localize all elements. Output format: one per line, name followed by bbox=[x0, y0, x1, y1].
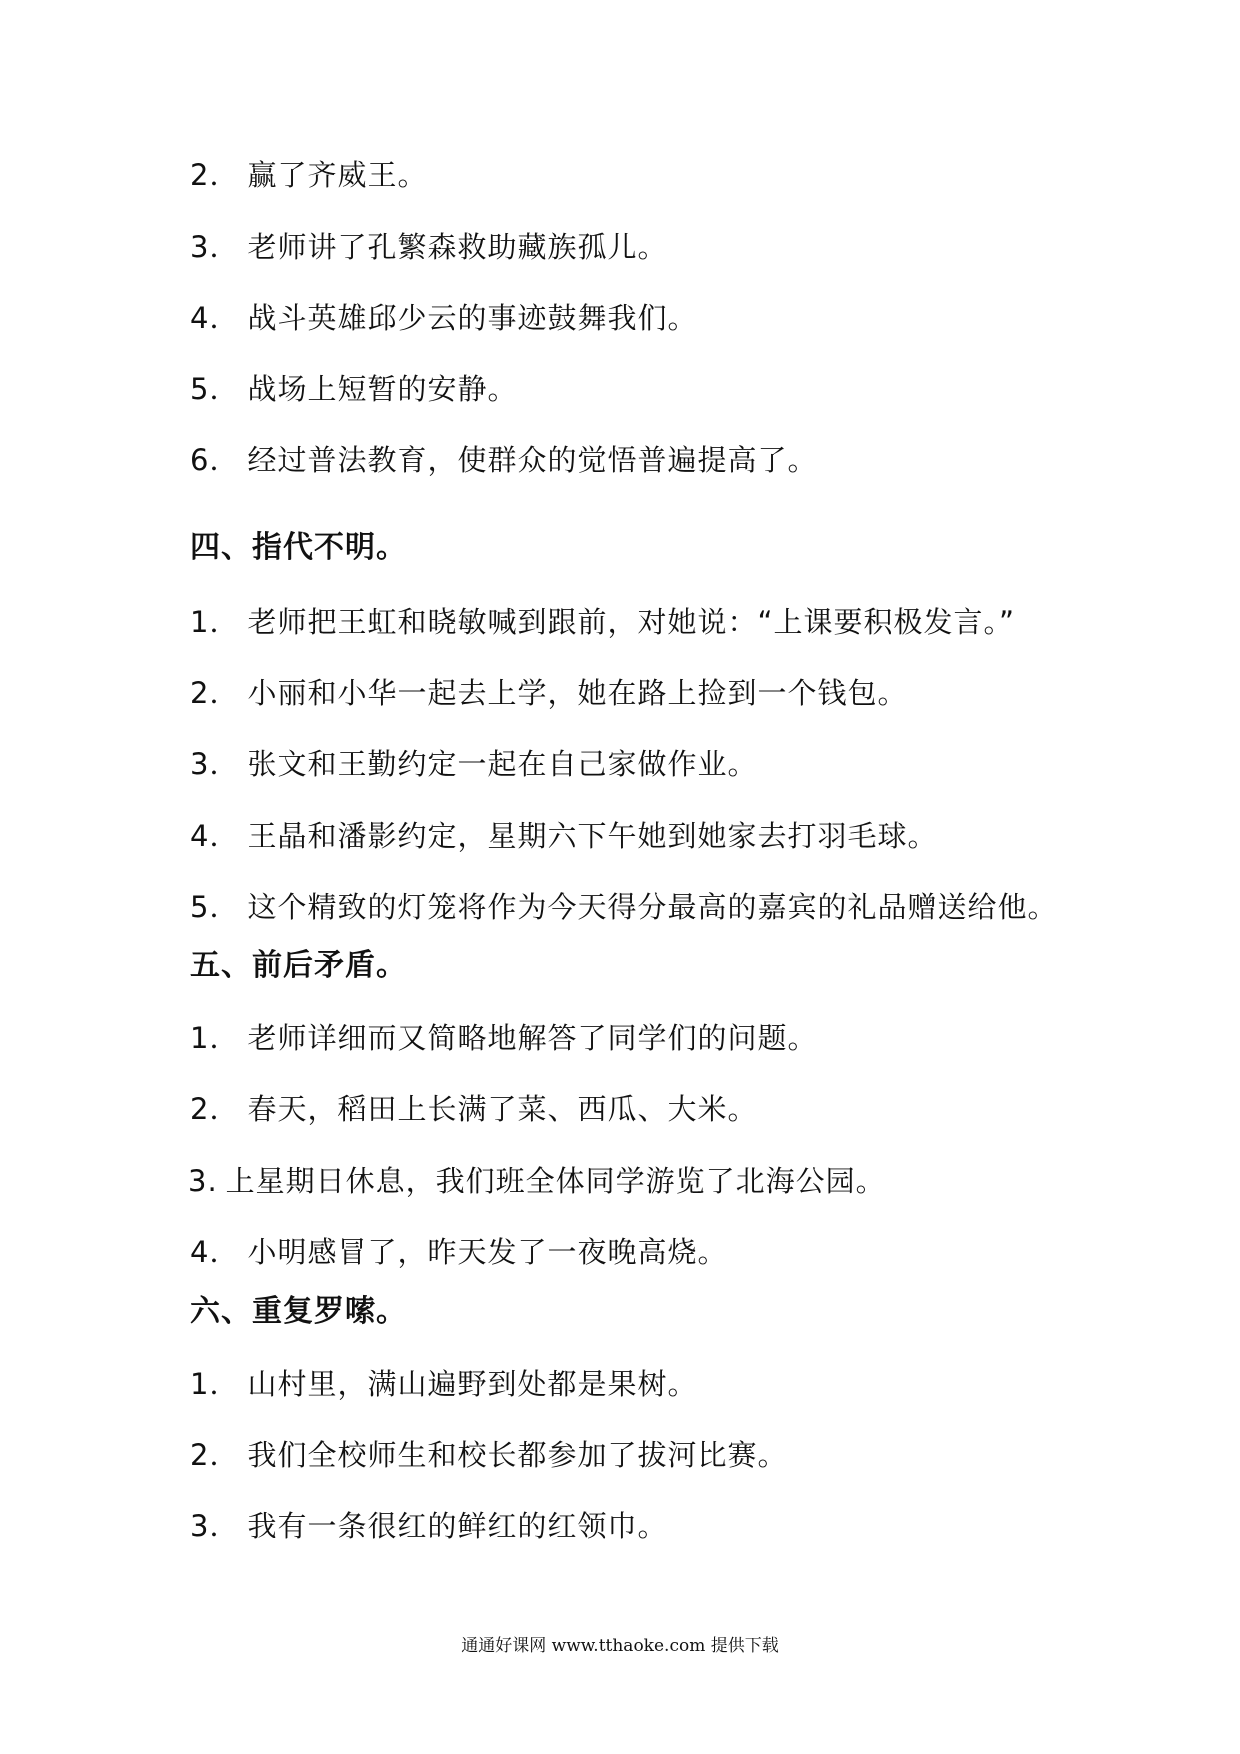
item-text: 王晶和潘影约定，星期六下午她到她家去打羽毛球。 bbox=[247, 819, 938, 853]
list-item bbox=[190, 1366, 697, 1402]
item-number: 2． bbox=[190, 1092, 240, 1126]
item-number: 4． bbox=[190, 301, 240, 335]
item-text: 这个精致的灯笼将作为今天得分最高的嘉宾的礼品赠送给他。 bbox=[247, 890, 1058, 924]
item-text: 老师讲了孔繁森救助藏族孤儿。 bbox=[247, 230, 668, 264]
item-text: 老师把王虹和晓敏喊到跟前，对她说：“上课要积极发言。” bbox=[247, 605, 1016, 639]
list-item bbox=[190, 818, 937, 854]
item-text: 我们全校师生和校长都参加了拔河比赛。 bbox=[247, 1438, 788, 1472]
list-item bbox=[190, 157, 427, 193]
list-item bbox=[190, 1020, 817, 1056]
item-number: 4． bbox=[190, 1235, 240, 1269]
item-text: 小明感冒了，昨天发了一夜晚高烧。 bbox=[247, 1235, 728, 1269]
list-item bbox=[190, 300, 697, 336]
item-number: 3． bbox=[190, 747, 240, 781]
item-number: 2． bbox=[190, 676, 240, 710]
list-item bbox=[190, 1508, 667, 1544]
item-text: 上星期日休息，我们班全体同学游览了北海公园。 bbox=[225, 1164, 886, 1198]
item-number: 3. bbox=[188, 1164, 218, 1198]
item-number: 3． bbox=[190, 1509, 240, 1543]
item-number: 1． bbox=[190, 1021, 240, 1055]
item-text: 赢了齐威王。 bbox=[247, 158, 428, 192]
list-item bbox=[190, 1437, 787, 1473]
item-text: 小丽和小华一起去上学，她在路上捡到一个钱包。 bbox=[247, 676, 908, 710]
item-number: 3． bbox=[190, 230, 240, 264]
item-text: 春天，稻田上长满了菜、西瓜、大米。 bbox=[247, 1092, 758, 1126]
list-item bbox=[190, 1091, 757, 1127]
list-item bbox=[190, 229, 667, 265]
item-text: 经过普法教育，使群众的觉悟普遍提高了。 bbox=[247, 443, 818, 477]
list-item bbox=[190, 889, 1057, 925]
list-item bbox=[190, 746, 757, 782]
item-number: 6． bbox=[190, 443, 240, 477]
item-number: 5． bbox=[190, 372, 240, 406]
item-text: 山村里，满山遍野到处都是果树。 bbox=[247, 1367, 698, 1401]
item-number: 2． bbox=[190, 158, 240, 192]
item-text: 我有一条很红的鲜红的红领巾。 bbox=[247, 1509, 668, 1543]
item-number: 2． bbox=[190, 1438, 240, 1472]
list-item bbox=[190, 1234, 727, 1270]
item-number: 1． bbox=[190, 1367, 240, 1401]
list-item bbox=[190, 604, 1015, 640]
list-item bbox=[190, 675, 907, 711]
item-text: 老师详细而又简略地解答了同学们的问题。 bbox=[247, 1021, 818, 1055]
list-item bbox=[188, 1163, 886, 1199]
section-heading: 四、指代不明。 bbox=[190, 530, 407, 565]
section-heading: 六、重复罗嗦。 bbox=[190, 1294, 407, 1329]
item-number: 1． bbox=[190, 605, 240, 639]
page-footer: 通通好课网 www.tthaoke.com 提供下载 bbox=[461, 1636, 779, 1656]
section-heading: 五、前后矛盾。 bbox=[190, 948, 407, 983]
item-number: 4． bbox=[190, 819, 240, 853]
item-text: 战场上短暂的安静。 bbox=[247, 372, 518, 406]
list-item bbox=[190, 442, 817, 478]
list-item bbox=[190, 371, 517, 407]
item-text: 张文和王勤约定一起在自己家做作业。 bbox=[247, 747, 758, 781]
item-text: 战斗英雄邱少云的事迹鼓舞我们。 bbox=[247, 301, 698, 335]
item-number: 5． bbox=[190, 890, 240, 924]
